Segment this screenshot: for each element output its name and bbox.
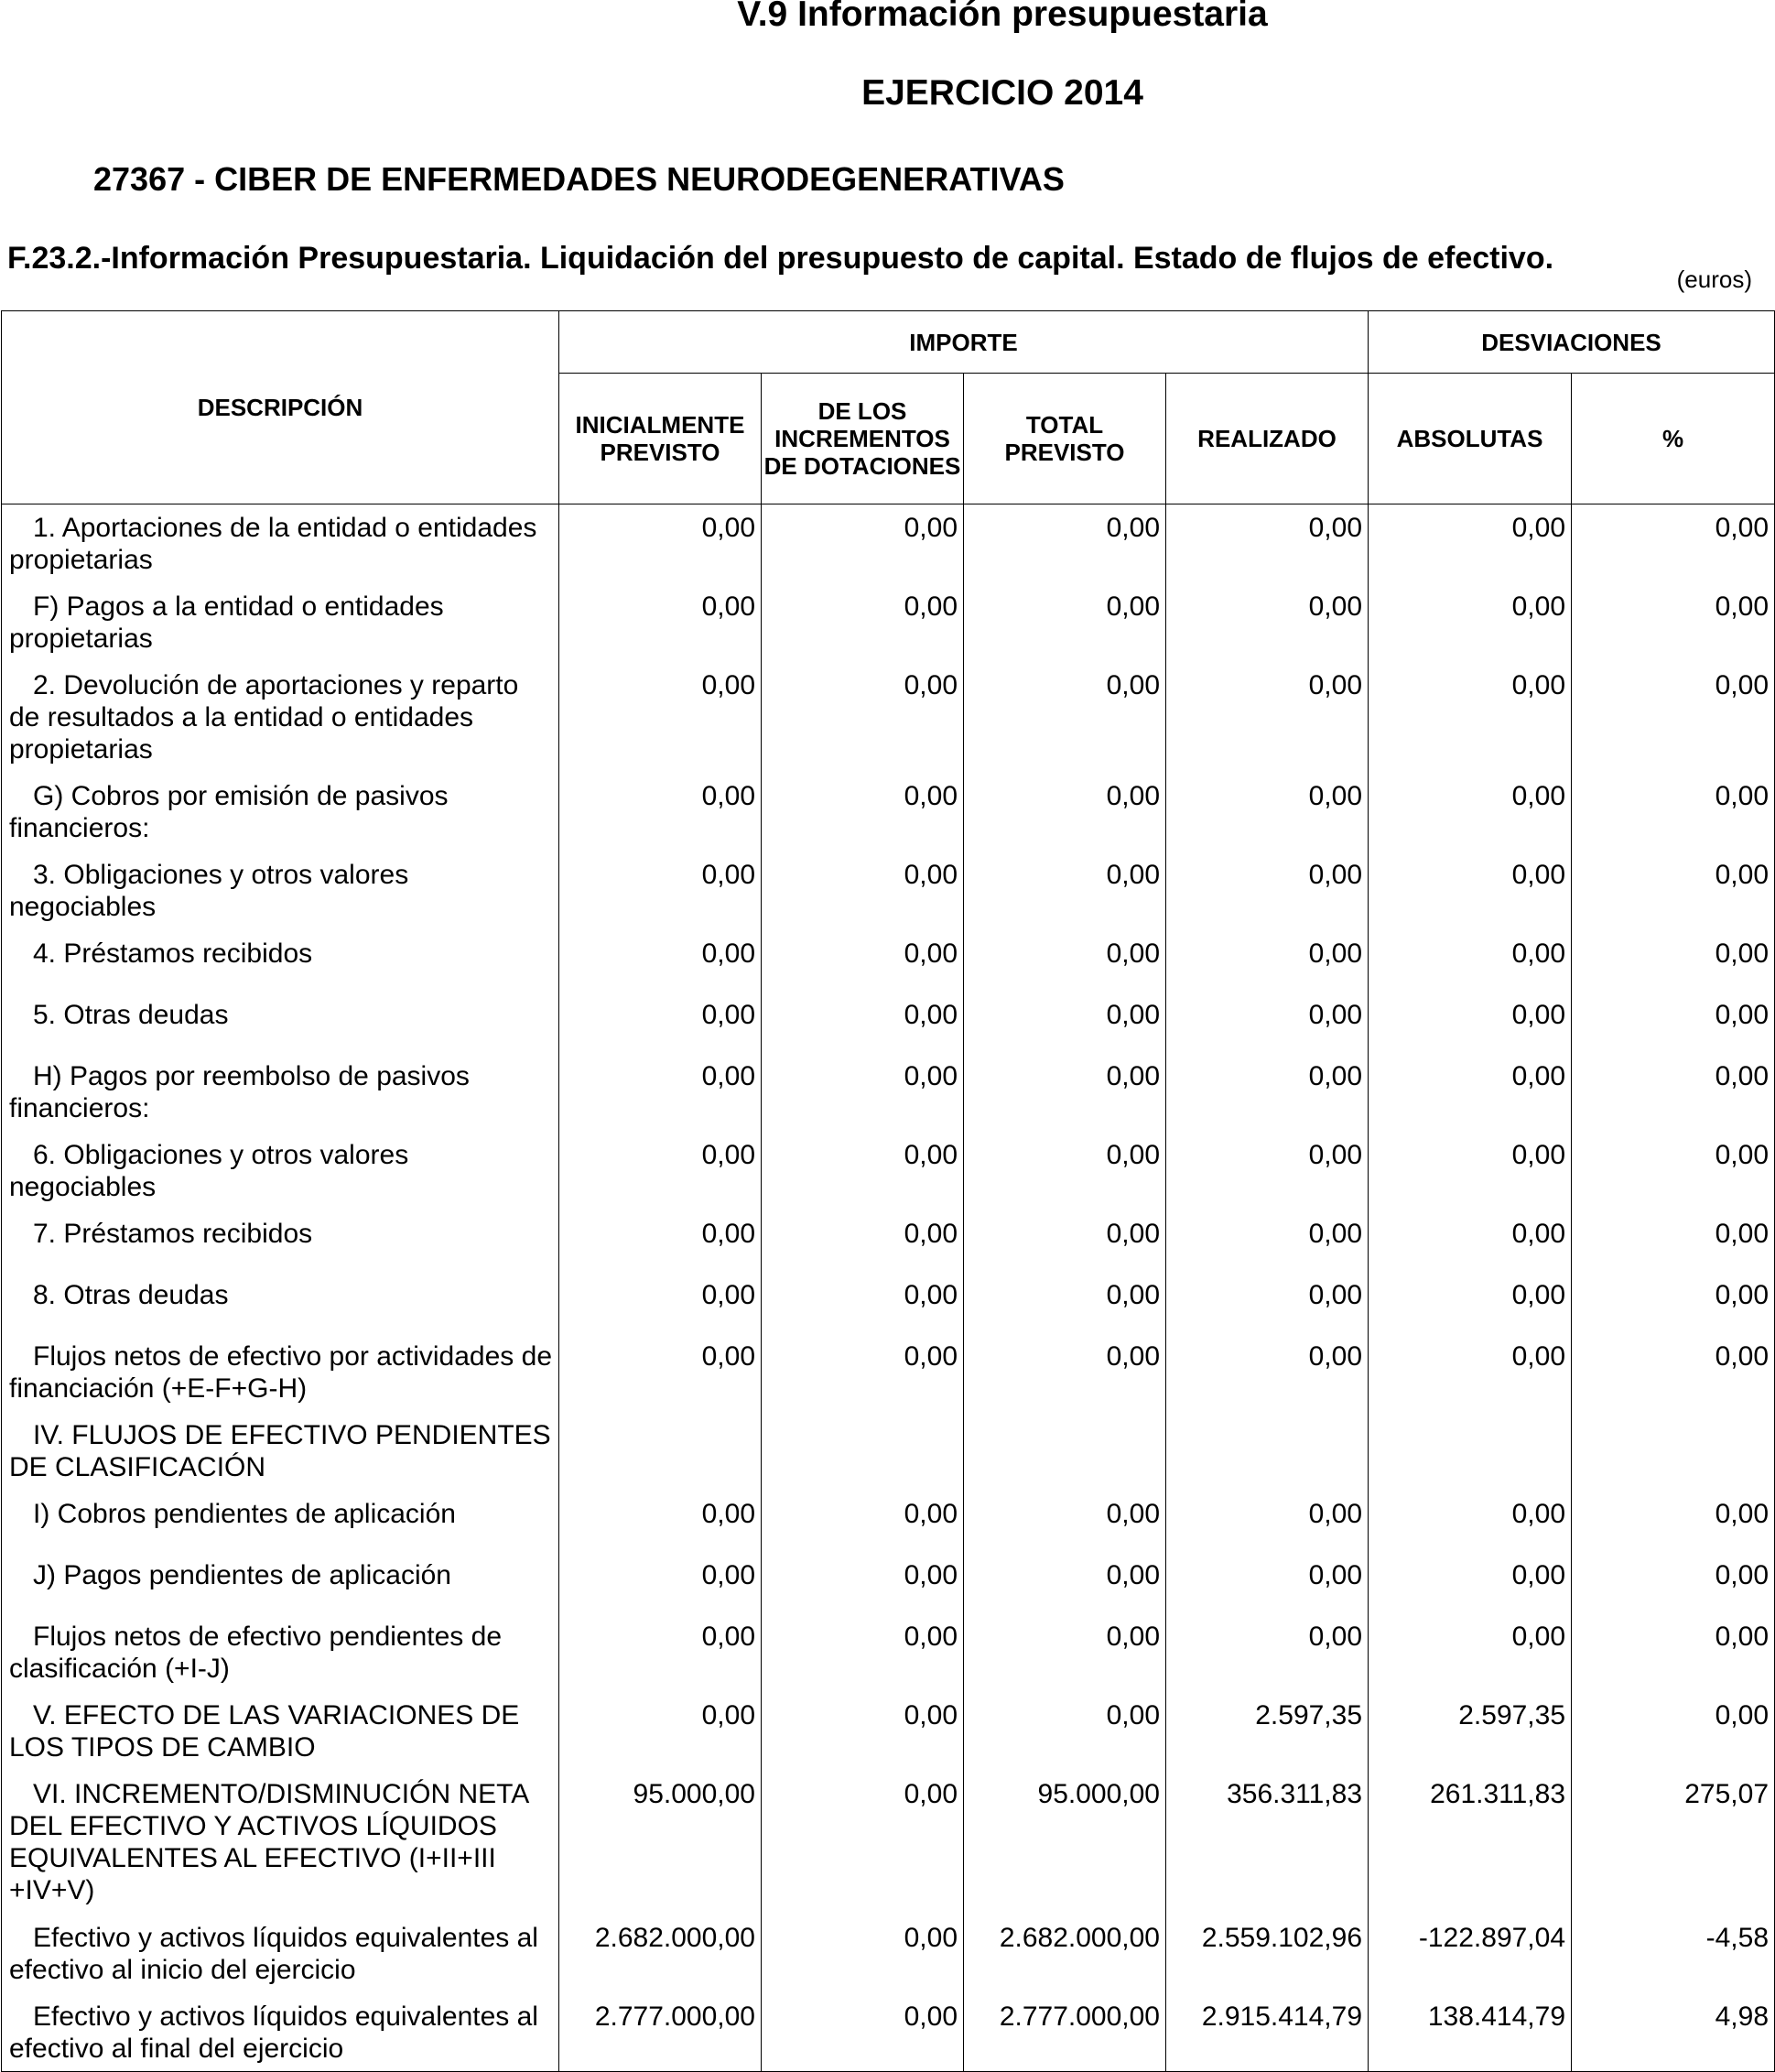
cell-porcentaje: 0,00	[1572, 1210, 1775, 1272]
cell-absolutas	[1369, 1412, 1572, 1491]
cell-realizado: 0,00	[1166, 583, 1369, 662]
row-description: 8. Otras deudas	[2, 1272, 559, 1333]
cell-porcentaje: 0,00	[1572, 662, 1775, 773]
table-row	[2, 1272, 1775, 1333]
cell-inicialmente-previsto: 0,00	[559, 1552, 762, 1613]
row-description: 4. Préstamos recibidos	[2, 930, 559, 992]
row-description: IV. FLUJOS DE EFECTIVO PENDIENTES DE CLASIFICACIÓN	[2, 1412, 559, 1491]
row-description: Efectivo y activos líquidos equivalentes al efectivo al final del ejercicio	[2, 1993, 559, 2072]
cell-absolutas: 0,00	[1369, 1210, 1572, 1272]
cell-realizado: 0,00	[1166, 852, 1369, 930]
cell-incrementos: 0,00	[762, 1333, 964, 1412]
cell-total-previsto: 0,00	[964, 930, 1166, 992]
cell-absolutas: 0,00	[1369, 1053, 1572, 1132]
table-row	[2, 1993, 1775, 2072]
row-description: Flujos netos de efectivo pendientes de clasificación (+I-J)	[2, 1613, 559, 1692]
cell-inicialmente-previsto: 0,00	[559, 773, 762, 852]
row-description: 6. Obligaciones y otros valores negociables	[2, 1132, 559, 1210]
cell-incrementos: 0,00	[762, 930, 964, 992]
cell-absolutas: 0,00	[1369, 1491, 1572, 1552]
cell-incrementos: 0,00	[762, 773, 964, 852]
cell-incrementos: 0,00	[762, 1771, 964, 1915]
fiscal-year: EJERCICIO 2014	[861, 73, 1143, 113]
header-realizado: REALIZADO	[1166, 374, 1369, 504]
row-description: 2. Devolución de aportaciones y reparto de resultados a la entidad o entidades propietarias	[2, 662, 559, 773]
header-inicialmente-previsto: INICIALMENTE PREVISTO	[559, 374, 762, 504]
cell-realizado: 2.559.102,96	[1166, 1915, 1369, 1993]
row-description: 7. Préstamos recibidos	[2, 1210, 559, 1272]
cell-porcentaje	[1572, 1412, 1775, 1491]
row-description: G) Cobros por emisión de pasivos financieros:	[2, 773, 559, 852]
cell-total-previsto: 0,00	[964, 1132, 1166, 1210]
table-row	[2, 1552, 1775, 1613]
header-absolutas: ABSOLUTAS	[1369, 374, 1572, 504]
cell-incrementos: 0,00	[762, 1692, 964, 1771]
cell-inicialmente-previsto: 2.682.000,00	[559, 1915, 762, 1993]
row-description: I) Cobros pendientes de aplicación	[2, 1491, 559, 1552]
cell-realizado: 0,00	[1166, 1613, 1369, 1692]
cell-inicialmente-previsto: 0,00	[559, 852, 762, 930]
row-description: V. EFECTO DE LAS VARIACIONES DE LOS TIPOS DE CAMBIO	[2, 1692, 559, 1771]
cell-absolutas: 0,00	[1369, 930, 1572, 992]
cell-porcentaje: 0,00	[1572, 992, 1775, 1053]
cell-porcentaje: 0,00	[1572, 852, 1775, 930]
cell-absolutas: 0,00	[1369, 504, 1572, 583]
cell-incrementos: 0,00	[762, 1053, 964, 1132]
cell-realizado	[1166, 1412, 1369, 1491]
cell-incrementos: 0,00	[762, 1210, 964, 1272]
cell-absolutas: 0,00	[1369, 773, 1572, 852]
row-description: Efectivo y activos líquidos equivalentes al efectivo al inicio del ejercicio	[2, 1915, 559, 1993]
cash-flow-table	[1, 310, 1775, 2072]
cell-incrementos: 0,00	[762, 1993, 964, 2072]
cell-incrementos: 0,00	[762, 583, 964, 662]
cell-incrementos: 0,00	[762, 1132, 964, 1210]
cell-absolutas: 0,00	[1369, 992, 1572, 1053]
cell-inicialmente-previsto: 2.777.000,00	[559, 1993, 762, 2072]
cell-incrementos: 0,00	[762, 504, 964, 583]
cell-realizado: 0,00	[1166, 773, 1369, 852]
cell-inicialmente-previsto: 0,00	[559, 583, 762, 662]
units-label: (euros)	[1676, 266, 1752, 293]
header-total-previsto: TOTAL PREVISTO	[964, 374, 1166, 504]
cell-total-previsto: 0,00	[964, 773, 1166, 852]
cell-inicialmente-previsto: 95.000,00	[559, 1771, 762, 1915]
cell-incrementos: 0,00	[762, 1272, 964, 1333]
table-row	[2, 583, 1775, 662]
cell-incrementos	[762, 1412, 964, 1491]
page-title: V.9 Información presupuestaria	[737, 0, 1268, 34]
cell-total-previsto	[964, 1412, 1166, 1491]
table-row	[2, 1210, 1775, 1272]
cell-total-previsto: 0,00	[964, 504, 1166, 583]
table-row	[2, 930, 1775, 992]
cell-absolutas: 0,00	[1369, 583, 1572, 662]
table-row	[2, 1692, 1775, 1771]
cell-total-previsto: 0,00	[964, 662, 1166, 773]
cell-total-previsto: 0,00	[964, 1333, 1166, 1412]
cell-total-previsto: 0,00	[964, 583, 1166, 662]
cell-inicialmente-previsto: 0,00	[559, 1272, 762, 1333]
cell-total-previsto: 0,00	[964, 1210, 1166, 1272]
table-row	[2, 1915, 1775, 1993]
cell-total-previsto: 0,00	[964, 1552, 1166, 1613]
cell-realizado: 0,00	[1166, 1053, 1369, 1132]
cell-realizado: 0,00	[1166, 504, 1369, 583]
table-row	[2, 992, 1775, 1053]
cell-total-previsto: 0,00	[964, 1491, 1166, 1552]
cell-realizado: 0,00	[1166, 930, 1369, 992]
cell-inicialmente-previsto: 0,00	[559, 1692, 762, 1771]
cell-absolutas: 0,00	[1369, 662, 1572, 773]
cell-absolutas: 0,00	[1369, 1272, 1572, 1333]
cell-realizado: 2.597,35	[1166, 1692, 1369, 1771]
cell-porcentaje: 0,00	[1572, 1613, 1775, 1692]
cell-realizado: 0,00	[1166, 992, 1369, 1053]
cell-total-previsto: 95.000,00	[964, 1771, 1166, 1915]
table-row	[2, 662, 1775, 773]
cell-total-previsto: 0,00	[964, 852, 1166, 930]
cell-inicialmente-previsto: 0,00	[559, 1333, 762, 1412]
cell-realizado: 2.915.414,79	[1166, 1993, 1369, 2072]
cell-absolutas: 0,00	[1369, 1552, 1572, 1613]
cell-absolutas: 0,00	[1369, 1613, 1572, 1692]
cell-incrementos: 0,00	[762, 852, 964, 930]
cell-realizado: 0,00	[1166, 1552, 1369, 1613]
cell-porcentaje: 275,07	[1572, 1771, 1775, 1915]
table-row	[2, 1412, 1775, 1491]
cell-inicialmente-previsto: 0,00	[559, 930, 762, 992]
cell-total-previsto: 0,00	[964, 1272, 1166, 1333]
cell-inicialmente-previsto: 0,00	[559, 1613, 762, 1692]
row-description: 1. Aportaciones de la entidad o entidades propietarias	[2, 504, 559, 583]
cell-realizado: 0,00	[1166, 1210, 1369, 1272]
cell-inicialmente-previsto: 0,00	[559, 992, 762, 1053]
table-row	[2, 504, 1775, 583]
cell-absolutas: 0,00	[1369, 1333, 1572, 1412]
cell-total-previsto: 0,00	[964, 1613, 1166, 1692]
cell-porcentaje: -4,58	[1572, 1915, 1775, 1993]
cell-absolutas: 0,00	[1369, 852, 1572, 930]
cell-porcentaje: 0,00	[1572, 773, 1775, 852]
cell-inicialmente-previsto	[559, 1412, 762, 1491]
cell-absolutas: -122.897,04	[1369, 1915, 1572, 1993]
row-description: F) Pagos a la entidad o entidades propietarias	[2, 583, 559, 662]
row-description: H) Pagos por reembolso de pasivos financieros:	[2, 1053, 559, 1132]
table-row	[2, 1771, 1775, 1915]
cell-realizado: 0,00	[1166, 1491, 1369, 1552]
cell-incrementos: 0,00	[762, 1552, 964, 1613]
cell-incrementos: 0,00	[762, 1613, 964, 1692]
header-descripcion: DESCRIPCIÓN	[2, 311, 559, 504]
cell-incrementos: 0,00	[762, 1915, 964, 1993]
cell-inicialmente-previsto: 0,00	[559, 662, 762, 773]
cell-total-previsto: 0,00	[964, 992, 1166, 1053]
cell-inicialmente-previsto: 0,00	[559, 1132, 762, 1210]
table-row	[2, 1132, 1775, 1210]
header-importe: IMPORTE	[559, 311, 1369, 374]
entity-name: 27367 - CIBER DE ENFERMEDADES NEURODEGENERATIVAS	[93, 160, 1065, 198]
cell-porcentaje: 0,00	[1572, 930, 1775, 992]
cell-realizado: 0,00	[1166, 1333, 1369, 1412]
cell-porcentaje: 0,00	[1572, 504, 1775, 583]
cell-porcentaje: 0,00	[1572, 1552, 1775, 1613]
cell-incrementos: 0,00	[762, 662, 964, 773]
table-body	[2, 504, 1775, 2072]
form-title: F.23.2.-Información Presupuestaria. Liquidación del presupuesto de capital. Estado de flujos de efectivo.	[7, 241, 1554, 276]
cell-inicialmente-previsto: 0,00	[559, 504, 762, 583]
cell-absolutas: 138.414,79	[1369, 1993, 1572, 2072]
table-row	[2, 1053, 1775, 1132]
cell-porcentaje: 0,00	[1572, 583, 1775, 662]
table-row	[2, 773, 1775, 852]
table-row	[2, 1333, 1775, 1412]
header-incrementos: DE LOS INCREMENTOS DE DOTACIONES	[762, 374, 964, 504]
table-row	[2, 1491, 1775, 1552]
table-row	[2, 1613, 1775, 1692]
cell-incrementos: 0,00	[762, 992, 964, 1053]
cell-realizado: 0,00	[1166, 1272, 1369, 1333]
cell-total-previsto: 2.682.000,00	[964, 1915, 1166, 1993]
cell-realizado: 0,00	[1166, 1132, 1369, 1210]
cell-porcentaje: 0,00	[1572, 1272, 1775, 1333]
row-description: VI. INCREMENTO/DISMINUCIÓN NETA DEL EFECTIVO Y ACTIVOS LÍQUIDOS EQUIVALENTES AL EFECTIVO (I+II+III +IV+V)	[2, 1771, 559, 1915]
cell-porcentaje: 0,00	[1572, 1053, 1775, 1132]
row-description: 3. Obligaciones y otros valores negociables	[2, 852, 559, 930]
cell-porcentaje: 0,00	[1572, 1132, 1775, 1210]
cell-inicialmente-previsto: 0,00	[559, 1053, 762, 1132]
cell-realizado: 356.311,83	[1166, 1771, 1369, 1915]
header-porcentaje: %	[1572, 374, 1775, 504]
cell-absolutas: 0,00	[1369, 1132, 1572, 1210]
cell-porcentaje: 0,00	[1572, 1333, 1775, 1412]
cell-porcentaje: 4,98	[1572, 1993, 1775, 2072]
cell-total-previsto: 0,00	[964, 1692, 1166, 1771]
table-row	[2, 852, 1775, 930]
cell-porcentaje: 0,00	[1572, 1692, 1775, 1771]
cell-total-previsto: 0,00	[964, 1053, 1166, 1132]
cell-total-previsto: 2.777.000,00	[964, 1993, 1166, 2072]
cell-inicialmente-previsto: 0,00	[559, 1491, 762, 1552]
cell-absolutas: 261.311,83	[1369, 1771, 1572, 1915]
cell-inicialmente-previsto: 0,00	[559, 1210, 762, 1272]
cell-absolutas: 2.597,35	[1369, 1692, 1572, 1771]
cell-porcentaje: 0,00	[1572, 1491, 1775, 1552]
row-description: Flujos netos de efectivo por actividades de financiación (+E-F+G-H)	[2, 1333, 559, 1412]
header-desviaciones: DESVIACIONES	[1369, 311, 1775, 374]
row-description: 5. Otras deudas	[2, 992, 559, 1053]
row-description: J) Pagos pendientes de aplicación	[2, 1552, 559, 1613]
cell-incrementos: 0,00	[762, 1491, 964, 1552]
cell-realizado: 0,00	[1166, 662, 1369, 773]
